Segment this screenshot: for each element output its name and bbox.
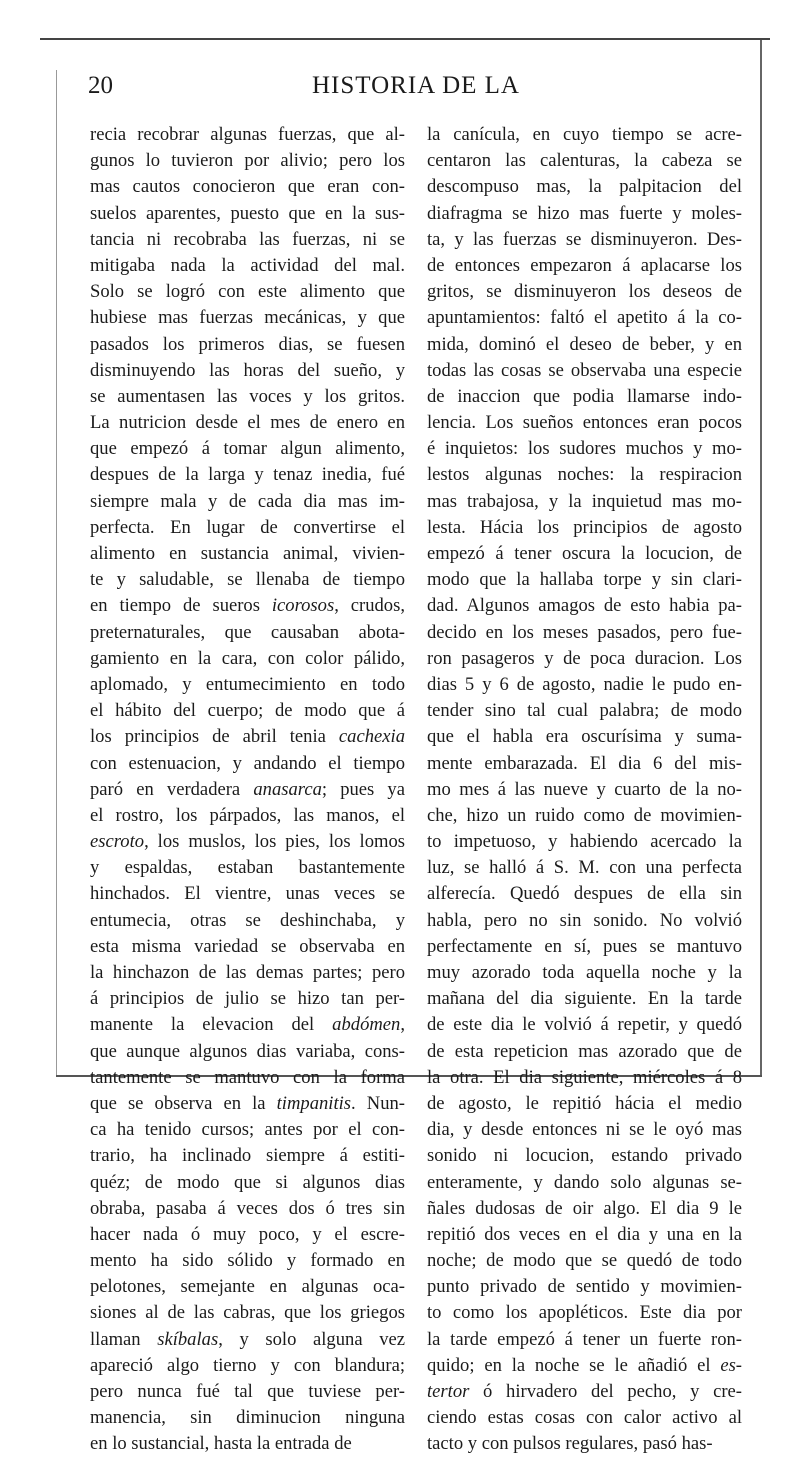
running-head xyxy=(80,70,752,106)
text-run: diafragma se hizo mas fuerte y moles- xyxy=(427,202,742,224)
italic-term: escroto xyxy=(90,831,145,853)
text-line xyxy=(90,201,405,227)
text-line xyxy=(90,960,405,986)
text-run: de este dia le volvió á repetir, y quedó xyxy=(427,1014,742,1036)
text-line xyxy=(427,960,742,986)
text-run: tacto y con pulsos regulares, pasó has- xyxy=(427,1433,713,1455)
text-line xyxy=(427,253,742,279)
text-line xyxy=(90,855,405,881)
text-line xyxy=(90,1143,405,1169)
text-run: punto privado de sentido y movimien- xyxy=(427,1276,742,1298)
italic-term: es- xyxy=(720,1354,742,1376)
text-run: el rostro, los párpados, las manos, el xyxy=(90,804,405,826)
text-run: y espaldas, estaban bastantemente xyxy=(90,857,405,879)
text-run: mañana del dia siguiente. En la tarde xyxy=(427,988,742,1010)
text-run: alferecía. Quedó despues de ella sin xyxy=(427,883,742,905)
text-line xyxy=(427,1431,742,1457)
text-run: mas cautos conocieron que eran con- xyxy=(90,176,405,198)
text-run: centaron las calenturas, la cabeza se xyxy=(427,150,742,172)
text-run: que el habla era oscurísima y suma- xyxy=(427,726,742,748)
text-line xyxy=(427,855,742,881)
text-run: . Nun- xyxy=(351,1092,405,1114)
text-line xyxy=(427,829,742,855)
text-run: todas las cosas se observaba una especie xyxy=(427,359,742,381)
text-line xyxy=(427,1379,742,1405)
text-run: de agosto, le repitió hácia el medio xyxy=(427,1092,742,1114)
text-run: ñales dudosas de oir algo. El dia 9 le xyxy=(427,1197,742,1219)
text-run: mento ha sido sólido y formado en xyxy=(90,1250,405,1272)
text-run: te y saludable, se llenaba de tiempo xyxy=(90,569,405,591)
italic-term: abdómen xyxy=(332,1014,401,1036)
text-run: llaman xyxy=(90,1328,158,1350)
italic-term: skíbalas xyxy=(157,1328,219,1350)
text-line xyxy=(427,698,742,724)
text-run: que se observa en la xyxy=(90,1092,277,1114)
italic-term: tertor xyxy=(427,1381,470,1402)
text-run: to impetuoso, y habiendo acercado la xyxy=(427,831,742,853)
text-line xyxy=(427,384,742,410)
text-run: hubiese mas fuerzas mecánicas, y que xyxy=(90,307,405,329)
text-line xyxy=(427,122,742,148)
text-line xyxy=(90,227,405,253)
text-run: suelos aparentes, puesto que en la sus- xyxy=(90,202,405,224)
text-line xyxy=(90,174,405,200)
text-run: recia recobrar algunas fuerzas, que al- xyxy=(90,124,405,145)
text-line xyxy=(427,1091,742,1117)
text-line xyxy=(90,148,405,174)
text-run: apuntamientos: faltó el apetito á la co- xyxy=(427,307,742,329)
text-run: tancia ni recobraba las fuerzas, ni se xyxy=(90,228,405,250)
text-line xyxy=(90,410,405,436)
right-text-column xyxy=(427,122,742,1458)
text-run: empezó á tener oscura la locucion, de xyxy=(427,543,742,564)
text-run: , los muslos, los pies, los lomos xyxy=(144,831,405,853)
text-line xyxy=(90,462,405,488)
text-line xyxy=(90,358,405,384)
text-line xyxy=(427,1353,742,1379)
text-line xyxy=(90,908,405,934)
text-run: La nutricion desde el mes de enero en xyxy=(90,412,405,434)
text-run: con estenuacion, y andando el tiempo xyxy=(90,752,405,774)
text-run: mas trabajosa, y la inquietud mas mo- xyxy=(427,490,742,512)
text-run: lestos algunas noches: la respiracion xyxy=(427,464,742,486)
text-run: ciendo estas cosas con calor activo al xyxy=(427,1407,742,1429)
text-line xyxy=(427,620,742,646)
text-run: ta, y las fuerzas se disminuyeron. Des- xyxy=(427,228,742,250)
text-line xyxy=(90,1300,405,1326)
text-line xyxy=(90,1248,405,1274)
text-run: el hábito del cuerpo; de modo que á xyxy=(90,700,405,722)
text-run: la otra. El dia siguiente, miércoles á 8 xyxy=(427,1066,742,1088)
text-run: pero nunca fué tal que tuviese per- xyxy=(90,1381,405,1402)
text-run: mo mes á las nueve y cuarto de la no- xyxy=(427,778,742,800)
text-run: dia, y desde entonces ni se le oyó mas xyxy=(427,1119,742,1141)
text-run: paró en verdadera xyxy=(90,778,254,800)
text-line xyxy=(427,777,742,803)
text-line xyxy=(90,646,405,672)
text-run: perfecta. En lugar de convertirse el xyxy=(90,516,405,538)
text-line xyxy=(90,698,405,724)
text-line xyxy=(90,1091,405,1117)
text-line xyxy=(90,384,405,410)
text-line xyxy=(90,777,405,803)
text-run: tender sino tal cual palabra; de modo xyxy=(427,700,742,722)
text-run: esta misma variedad se observaba en xyxy=(90,935,405,957)
italic-term: icorosos xyxy=(271,595,335,617)
text-run: á principios de julio se hizo tan per- xyxy=(90,988,405,1010)
text-line xyxy=(427,567,742,593)
text-line xyxy=(90,122,405,148)
text-run: despues de la larga y tenaz inedia, fué xyxy=(90,464,405,486)
text-line xyxy=(427,410,742,436)
text-line xyxy=(90,986,405,1012)
text-line xyxy=(427,541,742,567)
text-run: alimento en sustancia animal, vivien- xyxy=(90,543,405,564)
text-run: manente la elevacion del xyxy=(90,1014,333,1036)
text-line xyxy=(427,1012,742,1038)
text-run: é inquietos: los sudores muchos y mo- xyxy=(427,438,742,460)
text-run: dad. Algunos amagos de esto habia pa- xyxy=(427,595,742,617)
text-run: pasados los primeros dias, se fuesen xyxy=(90,333,405,355)
text-run: obraba, pasaba á veces dos ó tres sin xyxy=(90,1197,405,1219)
text-line xyxy=(427,1327,742,1353)
text-run: lencia. Los sueños entonces eran pocos xyxy=(427,412,742,434)
text-line xyxy=(427,1248,742,1274)
text-run: mida, dominó el deseo de beber, y en xyxy=(427,333,742,355)
text-line xyxy=(90,436,405,462)
text-line xyxy=(427,227,742,253)
text-line xyxy=(427,1065,742,1091)
page-top-rule xyxy=(40,38,770,40)
text-line xyxy=(90,253,405,279)
text-line xyxy=(90,1379,405,1405)
text-run: to como los apopléticos. Este dia por xyxy=(427,1302,742,1324)
text-line xyxy=(90,1196,405,1222)
text-run: decido en los meses pasados, pero fue- xyxy=(427,621,742,643)
text-line xyxy=(90,1065,405,1091)
text-line xyxy=(90,1170,405,1196)
running-title: HISTORIA DE LA xyxy=(312,72,520,99)
text-run: quido; en la noche se le añadió el xyxy=(427,1354,721,1376)
left-text-column xyxy=(90,122,405,1458)
text-run: aplomado, y entumecimiento en todo xyxy=(90,673,405,695)
text-line xyxy=(90,803,405,829)
text-run: ca ha tenido cursos; antes por el con- xyxy=(90,1119,405,1141)
text-line xyxy=(90,1327,405,1353)
text-line xyxy=(90,1117,405,1143)
text-run: de inaccion que podia llamarse indo- xyxy=(427,385,742,407)
text-run: , crudos, xyxy=(334,595,405,617)
text-line xyxy=(427,934,742,960)
text-run: la hinchazon de las demas partes; pero xyxy=(90,962,405,983)
text-run: tantemente se mantuvo con la forma xyxy=(90,1066,405,1088)
text-line xyxy=(427,489,742,515)
text-line xyxy=(427,436,742,462)
text-run: muy azorado toda aquella noche y la xyxy=(427,962,742,983)
text-line xyxy=(90,934,405,960)
text-line xyxy=(427,1143,742,1169)
text-run: disminuyendo las horas del sueño, y xyxy=(90,359,405,381)
text-run: la canícula, en cuyo tiempo se acre- xyxy=(427,124,742,145)
text-line xyxy=(427,803,742,829)
text-run: se aumentasen las voces y los gritos. xyxy=(90,385,405,407)
text-run: en lo sustancial, hasta la entrada de xyxy=(90,1433,352,1455)
text-run: siones al de las cabras, que los griegos xyxy=(90,1302,405,1324)
text-run: perfectamente en sí, pues se mantuvo xyxy=(427,935,742,957)
text-run: gunos lo tuvieron por alivio; pero los xyxy=(90,150,405,172)
text-line xyxy=(90,724,405,750)
text-run: entumecia, otras se deshinchaba, y xyxy=(90,909,405,931)
text-run: hinchados. El vientre, unas veces se xyxy=(90,883,405,905)
text-run: ; pues ya xyxy=(321,778,405,800)
text-run: luz, se halló á S. M. con una perfecta xyxy=(427,857,742,879)
text-line xyxy=(90,541,405,567)
text-run: habla, pero no sin sonido. No volvió xyxy=(427,909,742,931)
italic-term: anasarca xyxy=(253,778,322,800)
text-line xyxy=(427,1405,742,1431)
text-line xyxy=(427,1039,742,1065)
text-line xyxy=(90,620,405,646)
text-line xyxy=(427,1222,742,1248)
text-run: manencia, sin diminucion ninguna xyxy=(90,1407,405,1429)
text-line xyxy=(90,567,405,593)
text-line xyxy=(427,1196,742,1222)
text-line xyxy=(427,358,742,384)
text-line xyxy=(427,1170,742,1196)
text-line xyxy=(427,279,742,305)
text-line xyxy=(90,489,405,515)
text-line xyxy=(90,672,405,698)
text-line xyxy=(90,1353,405,1379)
text-run: preternaturales, que causaban abota- xyxy=(90,621,405,643)
page-left-edge xyxy=(56,70,57,1075)
text-run: Solo se logró con este alimento que xyxy=(90,281,405,303)
text-line xyxy=(427,515,742,541)
text-run: , y solo alguna vez xyxy=(218,1328,405,1350)
page-right-edge xyxy=(760,40,762,1075)
text-line xyxy=(427,751,742,777)
text-line xyxy=(90,1405,405,1431)
text-run: que aunque algunos dias variaba, cons- xyxy=(90,1040,405,1062)
text-run: trario, ha inclinado siempre á estiti- xyxy=(90,1145,405,1167)
text-line xyxy=(427,148,742,174)
text-line xyxy=(90,1431,405,1457)
text-line xyxy=(90,332,405,358)
text-run: che, hizo un ruido como de movimien- xyxy=(427,804,742,826)
text-run: mente embarazada. El dia 6 del mis- xyxy=(427,752,742,774)
text-run: quéz; de modo que si algunos dias xyxy=(90,1171,405,1193)
text-line xyxy=(90,305,405,331)
text-run: repitió dos veces en el dia y una en la xyxy=(427,1223,742,1245)
text-line xyxy=(90,279,405,305)
text-line xyxy=(90,881,405,907)
text-line xyxy=(427,672,742,698)
text-run: sonido ni locucion, estando privado xyxy=(427,1145,742,1167)
text-line xyxy=(427,462,742,488)
text-run: que empezó á tomar algun alimento, xyxy=(90,438,405,460)
text-run: gamiento en la cara, con color pálido, xyxy=(90,647,405,669)
text-line xyxy=(90,1039,405,1065)
text-run: los principios de abril tenia xyxy=(90,726,339,748)
text-run: de esta repeticion mas azorado que de xyxy=(427,1040,742,1062)
text-run: la tarde empezó á tener un fuerte ron- xyxy=(427,1328,742,1350)
text-line xyxy=(90,751,405,777)
text-line xyxy=(427,881,742,907)
text-line xyxy=(427,332,742,358)
text-run: enteramente, y dando solo algunas se- xyxy=(427,1171,742,1193)
text-line xyxy=(427,724,742,750)
text-line xyxy=(90,1274,405,1300)
text-run: , xyxy=(400,1014,405,1036)
page-number: 20 xyxy=(88,72,113,99)
text-line xyxy=(90,1012,405,1038)
text-line xyxy=(427,1274,742,1300)
text-run: ó hirvadero del pecho, y cre- xyxy=(469,1381,742,1402)
text-line xyxy=(90,515,405,541)
text-run: apareció algo tierno y con blandura; xyxy=(90,1354,405,1376)
text-run: gritos, se disminuyeron los deseos de xyxy=(427,281,742,303)
text-run: ron pasageros y de poca duracion. Los xyxy=(427,647,742,669)
text-run: lesta. Hácia los principios de agosto xyxy=(427,516,742,538)
text-line xyxy=(427,1300,742,1326)
text-line xyxy=(427,986,742,1012)
text-run: noche; de modo que se quedó de todo xyxy=(427,1250,742,1272)
text-run: pelotones, semejante en algunas oca- xyxy=(90,1276,405,1298)
text-run: de entonces empezaron á aplacarse los xyxy=(427,254,742,276)
text-line xyxy=(427,174,742,200)
text-run: siempre mala y de cada dia mas im- xyxy=(90,490,405,512)
text-line xyxy=(427,646,742,672)
text-line xyxy=(427,593,742,619)
text-run: modo que la hallaba torpe y sin clari- xyxy=(427,569,742,591)
text-run: dias 5 y 6 de agosto, nadie le pudo en- xyxy=(427,673,742,695)
text-line xyxy=(90,1222,405,1248)
text-line xyxy=(427,1117,742,1143)
italic-term: timpanitis xyxy=(276,1092,352,1114)
text-run: mitigaba nada la actividad del mal. xyxy=(90,254,405,276)
text-run: descompuso mas, la palpitacion del xyxy=(427,176,742,198)
italic-term: cachexia xyxy=(338,726,405,748)
text-line xyxy=(427,908,742,934)
text-line xyxy=(90,829,405,855)
text-run: hacer nada ó muy poco, y el escre- xyxy=(90,1223,405,1245)
text-line xyxy=(427,305,742,331)
text-run: en tiempo de sueros xyxy=(90,595,272,617)
text-line xyxy=(427,201,742,227)
text-line xyxy=(90,593,405,619)
